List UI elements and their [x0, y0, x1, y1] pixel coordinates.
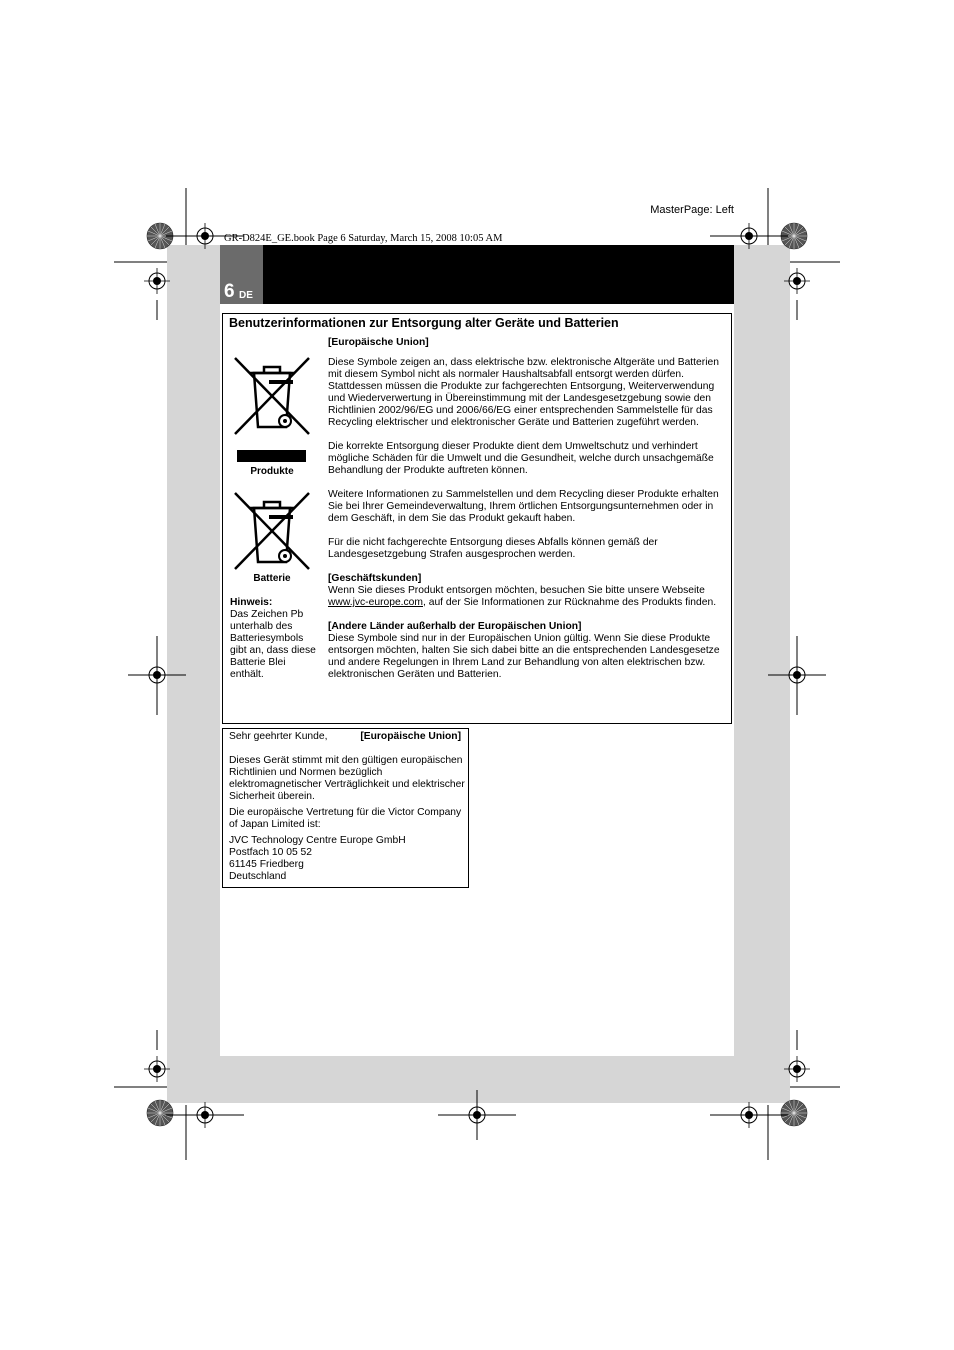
address-line: JVC Technology Centre Europe GmbH — [229, 835, 406, 846]
eu-paragraph-1: Diese Symbole zeigen an, dass elektrische bzw. elektronische Altgeräte und Batterien mit diesem Symbol nicht als normaler Haushaltsabfall entsorgt werden dürfen. Stattdessen müssen die Produkte zur fachgerechten Entsorgung, Weiterverwendung und Wiederverwertung in Übereinstimmung mit der Landesgesetzgebung sowie den Richtlinien 2002/96/EG und 2006/66/EG einer entsprechenden Sammelstelle für das Recycling elektrischer und elektronischer Geräte und Batterien zugeführt werden. — [328, 357, 719, 428]
note-block — [230, 597, 318, 681]
representative-paragraph: Die europäische Vertretung für die Victor Company of Japan Limited ist: — [229, 807, 462, 830]
region-label: [Europäische Union] — [360, 731, 461, 742]
business-paragraph — [328, 585, 726, 609]
note-heading: Hinweis: — [230, 597, 273, 608]
conformity-paragraph: Dieses Gerät stimmt mit den gültigen europäischen Richtlinien und Normen bezüglich elektromagnetischer Verträglichkeit und elektrischer Sicherheit überein. — [229, 755, 465, 802]
address-line: Postfach 10 05 52 — [229, 847, 313, 858]
customer-notice-text — [229, 731, 465, 883]
jvc-website-link[interactable]: www.jvc-europe.com — [328, 597, 423, 608]
business-text-end: , auf der Sie Informationen zur Rücknahme des Produkts finden. — [423, 597, 717, 608]
eu-paragraph-3: Weitere Informationen zu Sammelstellen und dem Recycling dieser Produkte erhalten Sie bei Ihrer Gemeindeverwaltung, Ihrem örtlichen Entsorgungsunternehmen oder in dem Geschäft, in dem Sie das Produkt gekauft haben. — [328, 489, 719, 524]
address-line: 61145 Friedberg — [229, 859, 304, 870]
other-countries-paragraph: Diese Symbole sind nur in der Europäischen Union gültig. Wenn Sie diese Produkte entsorgen möchten, halten Sie sich dabei bitte an die entsprechenden Landesgesetze und andere Regelungen in Ihrem Land zur Behandlung von alten elektrischen bzw. elektronischen Geräten und Batterien. — [328, 633, 720, 680]
eu-paragraph-4: Für die nicht fachgerechte Entsorgung dieses Abfalls können gemäß der Landesgesetzgebung Strafen ausgesprochen werden. — [328, 537, 658, 560]
business-heading: [Geschäftskunden] — [328, 573, 422, 584]
page-language: DE — [239, 290, 253, 301]
address-line: Deutschland — [229, 871, 287, 882]
disposal-text-column — [328, 337, 726, 681]
eu-heading: [Europäische Union] — [328, 337, 429, 348]
crossed-bin-icon — [232, 355, 312, 437]
eu-paragraph-2: Die korrekte Entsorgung dieser Produkte dient dem Umweltschutz und verhindert mögliche Schäden für die Umwelt und die Gesundheit, welche durch unsachgemäße Behandlung der Produkte auftreten können. — [328, 441, 714, 476]
products-icon-label: Produkte — [250, 466, 294, 477]
other-countries-heading: [Andere Länder außerhalb der Europäischen Union] — [328, 621, 582, 632]
master-page-label: MasterPage: Left — [650, 204, 734, 216]
bin-bar-icon — [237, 450, 306, 462]
note-text: Das Zeichen Pb unterhalb des Batteriesymbols gibt an, dass diese Batterie Blei enthält. — [230, 609, 316, 680]
business-text-start: Wenn Sie dieses Produkt entsorgen möchten, besuchen Sie bitte unsere Webseite — [328, 585, 705, 596]
crossed-battery-bin-icon — [232, 490, 312, 572]
page-number: 6 — [224, 281, 235, 302]
disposal-title: Benutzerinformationen zur Entsorgung alter Geräte und Batterien — [229, 316, 619, 330]
book-info-line: GR-D824E_GE.book Page 6 Saturday, March 15, 2008 10:05 AM — [224, 233, 503, 244]
battery-icon-label: Batterie — [253, 573, 291, 584]
salutation: Sehr geehrter Kunde, — [229, 731, 328, 742]
customer-header-row — [229, 731, 465, 743]
